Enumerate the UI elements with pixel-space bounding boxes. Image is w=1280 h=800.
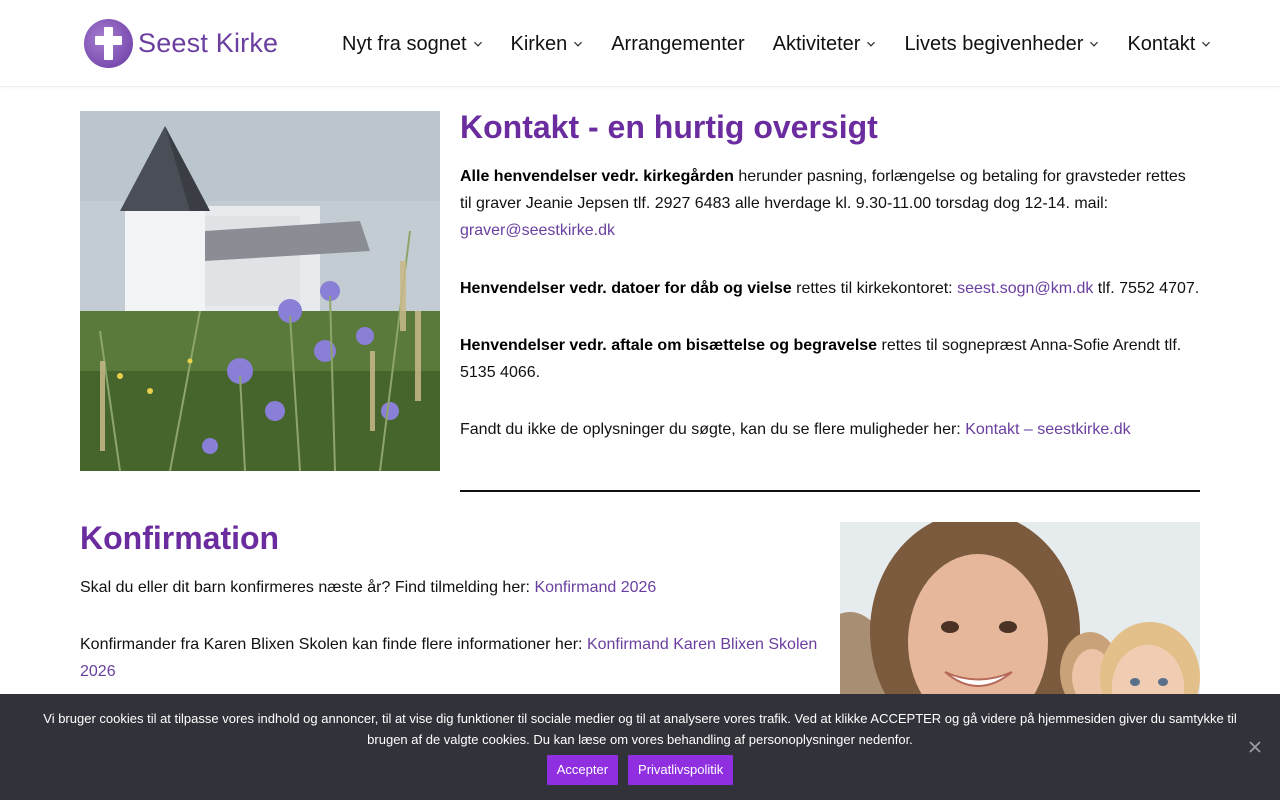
konfirmation-signup-paragraph (80, 574, 830, 601)
chevron-down-icon[interactable] (1201, 39, 1211, 49)
phone-text: tlf. 7552 4707. (1093, 280, 1200, 297)
konfirmand-karen-blixen-link[interactable]: Konfirmand Karen Blixen Skolen 2026 (80, 636, 818, 680)
church-flowers-image (80, 111, 440, 471)
paragraph-text: Konfirmander fra Karen Blixen Skolen kan finde flere informationer her: (80, 636, 587, 653)
konfirmation-heading: Konfirmation (80, 520, 280, 556)
paragraph-text: Fandt du ikke de oplysninger du søgte, kan du se flere muligheder her: (460, 421, 966, 438)
contact-page-link[interactable]: Kontakt – seestkirke.dk (965, 421, 1131, 438)
privacy-policy-button[interactable]: Privatlivspolitik (628, 755, 733, 785)
nav-label: Kontakt (1127, 32, 1196, 55)
cookie-text: Vi bruger cookies til at tilpasse vores indhold og annoncer, til at vise dig funktioner til sociale medier og til at analysere vores trafik. Ved at klikke ACCEPTER og gå videre på hjemmesiden giver du samtykke til brugen af de valgte cookies. Du kan læse om vores behandling af personoplysninger nedenfor. (43, 711, 1237, 747)
chevron-down-icon[interactable] (573, 39, 583, 49)
konfirmand-2026-link[interactable]: Konfirmand 2026 (534, 579, 657, 596)
nav-label: Livets begivenheder (904, 32, 1084, 55)
konfirmation-school-paragraph (80, 631, 830, 685)
bold-text: Alle henvendelser vedr. kirkegården (460, 168, 734, 185)
contact-heading: Kontakt - en hurtig oversigt (460, 109, 878, 145)
bold-text: Henvendelser vedr. aftale om bisættelse og begravelse (460, 337, 878, 354)
contact-more-paragraph (460, 416, 1200, 443)
nav-item-livets-begivenheder[interactable] (904, 33, 1099, 56)
cross-logo-icon (84, 19, 133, 68)
site-header (0, 0, 1280, 87)
close-icon[interactable] (1248, 740, 1262, 754)
paragraph-text: Skal du eller dit barn konfirmeres næste år? Find tilmelding her: (80, 579, 535, 596)
main-nav (342, 30, 1211, 58)
office-email-link[interactable]: seest.sogn@km.dk (957, 280, 1094, 297)
nav-item-kirken[interactable] (511, 33, 584, 56)
nav-label: Nyt fra sognet (342, 32, 467, 55)
chevron-down-icon[interactable] (1089, 39, 1099, 49)
nav-item-nyt-fra-sognet[interactable] (342, 33, 483, 56)
nav-item-aktiviteter[interactable] (773, 33, 877, 56)
nav-label: Arrangementer (611, 32, 745, 55)
nav-label: Kirken (510, 32, 568, 55)
graver-email-link[interactable]: graver@seestkirke.dk (460, 222, 615, 239)
nav-label: Aktiviteter (772, 32, 861, 55)
site-logo[interactable] (84, 18, 278, 68)
nav-item-arrangementer[interactable] (611, 33, 744, 56)
paragraph-text: rettes til sognepræst Anna-Sofie Arendt tlf. 5135 4066. (460, 337, 1182, 381)
paragraph-text: rettes til kirkekontoret: (791, 280, 958, 297)
cookie-banner (0, 694, 1280, 800)
logo-text: Seest Kirke (138, 27, 279, 58)
bold-text: Henvendelser vedr. datoer for dåb og vielse (460, 280, 792, 297)
chevron-down-icon[interactable] (473, 39, 483, 49)
contact-funeral-paragraph (460, 332, 1200, 386)
chevron-down-icon[interactable] (866, 39, 876, 49)
nav-item-kontakt[interactable] (1127, 33, 1211, 56)
paragraph-text: herunder pasning, forlængelse og betaling for gravsteder rettes til graver Jeanie Jepsen tlf. 2927 6483 alle hverdage kl. 9.30-11.00 torsdag dog 12-14. mail: (460, 168, 1186, 212)
confirmands-photo (840, 522, 1200, 702)
section-divider (460, 490, 1200, 492)
cookie-buttons (0, 755, 1280, 785)
contact-graveyard-paragraph (460, 163, 1200, 244)
contact-baptism-paragraph (460, 275, 1220, 302)
accept-cookies-button[interactable]: Accepter (547, 755, 618, 785)
